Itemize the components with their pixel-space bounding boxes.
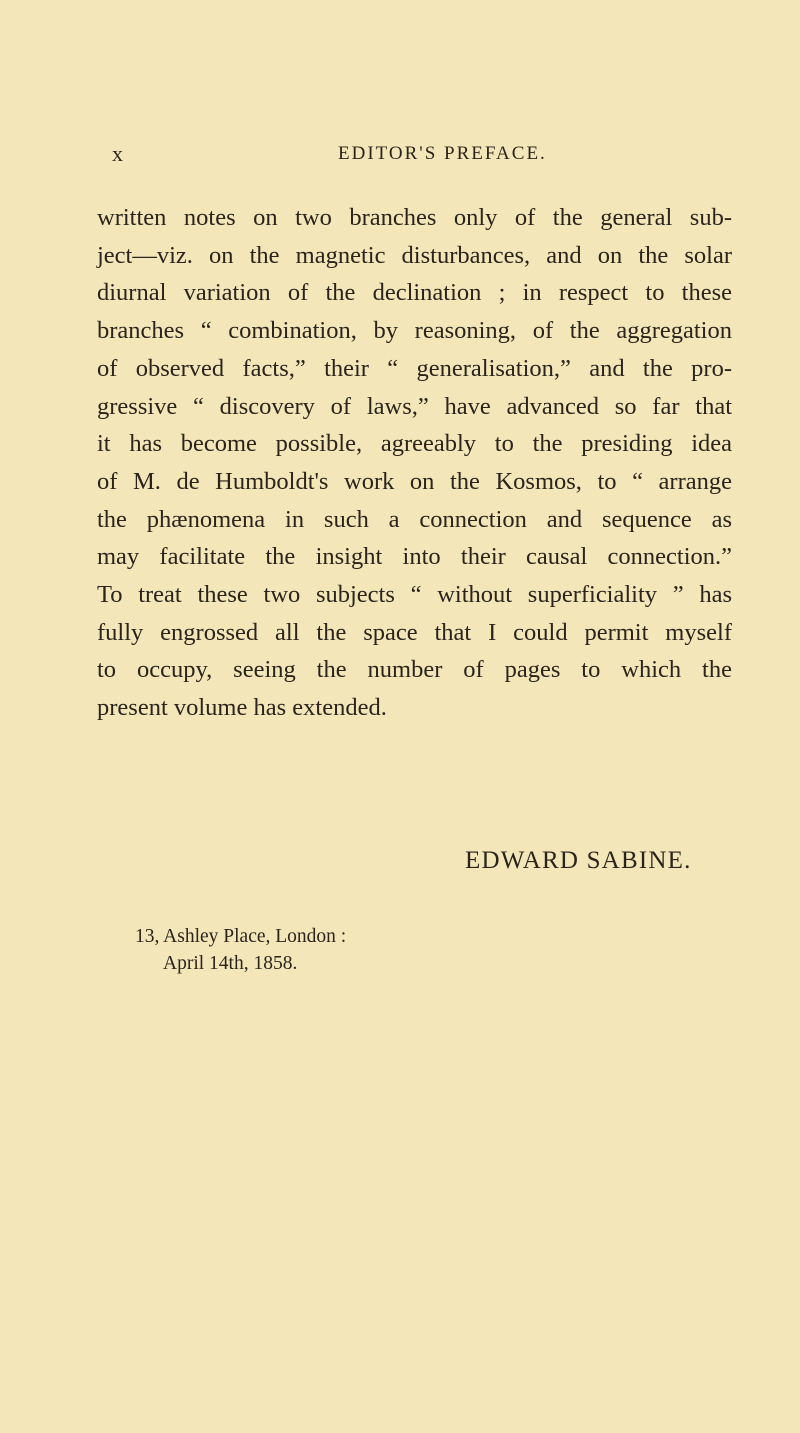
address-date: April 14th, 1858. bbox=[163, 953, 298, 974]
running-head-title: EDITOR'S PREFACE. bbox=[338, 143, 547, 164]
text-line: To treat these two subjects “ without superficiality ” has bbox=[97, 581, 732, 609]
signature: EDWARD SABINE. bbox=[465, 847, 692, 874]
text-line: of M. de Humboldt's work on the Kosmos, to “ arrange bbox=[97, 467, 732, 495]
text-line: diurnal variation of the declination ; in respect to these bbox=[97, 279, 732, 307]
text-line-last: present volume has extended. bbox=[97, 694, 387, 722]
text-line: ject—viz. on the magnetic disturbances, and on the solar bbox=[97, 241, 732, 269]
text-line: to occupy, seeing the number of pages to which the bbox=[97, 656, 732, 684]
preface-paragraph bbox=[97, 199, 732, 727]
text-line: fully engrossed all the space that I could permit myself bbox=[97, 618, 732, 646]
text-line: of observed facts,” their “ generalisation,” and the pro- bbox=[97, 354, 732, 382]
running-head bbox=[0, 141, 800, 171]
page-number: x bbox=[112, 141, 124, 166]
text-line: it has become possible, agreeably to the presiding idea bbox=[97, 430, 732, 458]
address-block bbox=[135, 923, 346, 977]
text-line: the phænomena in such a connection and sequence as bbox=[97, 505, 732, 533]
text-line: gressive “ discovery of laws,” have advanced so far that bbox=[97, 392, 732, 420]
text-line: may facilitate the insight into their causal connection.” bbox=[97, 543, 732, 571]
text-line: branches “ combination, by reasoning, of the aggregation bbox=[97, 317, 732, 345]
address-street: 13, Ashley Place, London : bbox=[135, 926, 347, 947]
text-line: written notes on two branches only of the general sub- bbox=[97, 204, 732, 231]
